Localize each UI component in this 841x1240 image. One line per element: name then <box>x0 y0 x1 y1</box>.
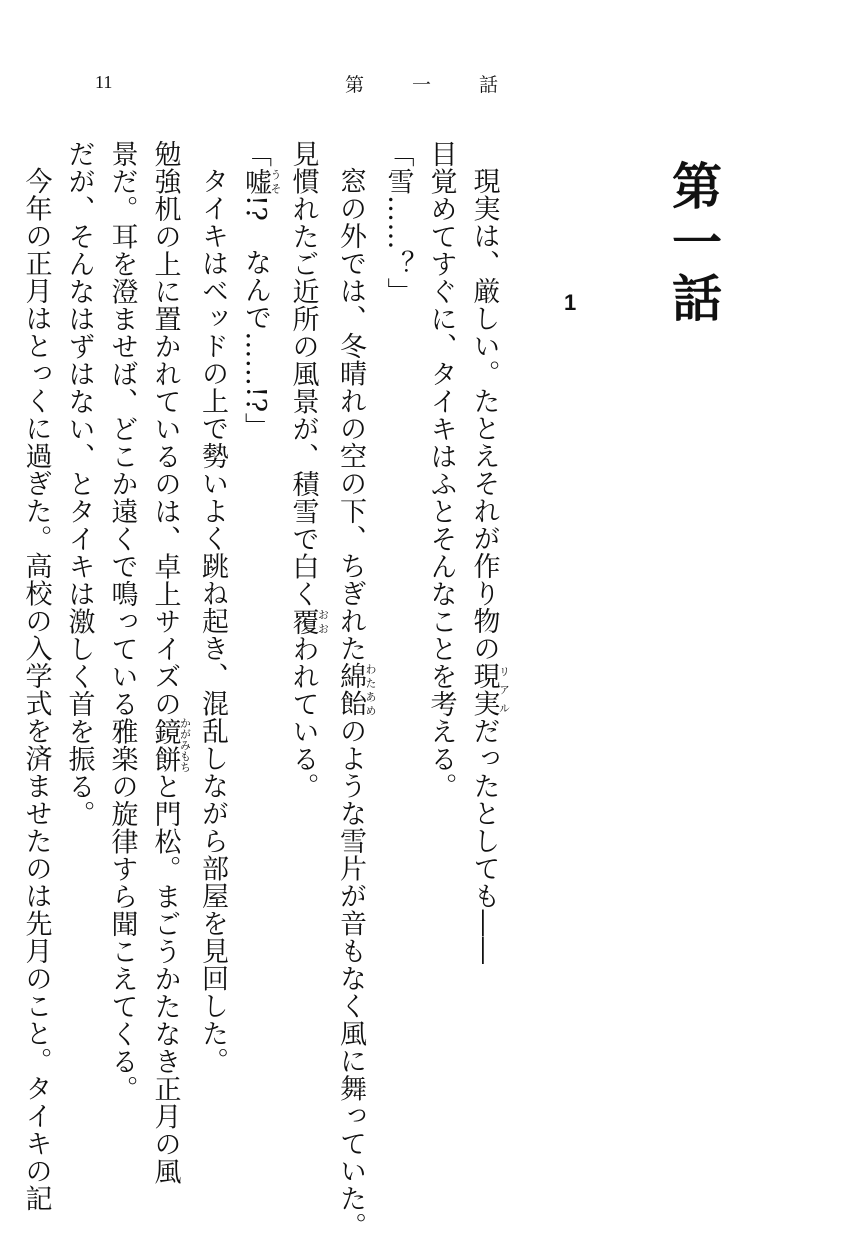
ruby-base: 現実 <box>468 662 500 717</box>
body-text <box>15 140 511 1240</box>
text-segment: 景だ。耳を澄ませば、どこか遠くで鳴っている雅楽の旋律すら聞こえてくる。 <box>106 140 138 1103</box>
ruby-base: 綿飴 <box>335 662 366 717</box>
ruby-reading: リアル <box>497 662 511 717</box>
ruby-reading: かがみもち <box>178 717 192 773</box>
ruby-word <box>149 717 192 773</box>
ruby-word <box>468 662 511 717</box>
text-segment: のような雪片が音もなく風に舞っていた。 <box>335 717 366 1240</box>
text-line <box>191 140 234 1120</box>
text-line <box>144 140 192 1185</box>
text-segment: 「 <box>240 140 271 168</box>
running-header: 第一話 <box>345 74 547 96</box>
text-segment: タイキはベッドの上で勢いよく跳ね起き、混乱しながら部屋を見回した。 <box>197 167 228 1075</box>
ruby-reading: わたあめ <box>364 662 377 717</box>
text-line <box>58 140 101 1120</box>
text-segment: 勉強机の上に置かれているのは、卓上サイズの <box>149 140 181 718</box>
text-segment: と門松。まごうかたなき正月の風 <box>149 772 181 1185</box>
text-line <box>377 140 420 1120</box>
ruby-base: 鏡餅 <box>149 717 181 773</box>
text-line <box>329 140 377 1240</box>
text-segment: 目覚めてすぐに、タイキはふとそんなことを考える。 <box>425 140 457 800</box>
text-line <box>463 140 511 1120</box>
ruby-word <box>240 167 282 196</box>
text-segment: 今年の正月はとっくに過ぎた。高校の入学式を済ませたのは先月のこと。タイキの記 <box>20 167 52 1212</box>
text-line <box>15 140 58 1212</box>
text-segment: 「雪……？」 <box>382 140 414 305</box>
text-line <box>101 140 144 1120</box>
ruby-word <box>287 607 330 636</box>
text-line <box>234 140 282 1120</box>
text-segment: 現実は、厳しい。たとえそれが作り物の <box>468 167 500 662</box>
text-segment: 見慣れたご近所の風景が、積雪で白く <box>287 140 319 608</box>
text-line <box>420 140 463 1120</box>
section-number: 1 <box>564 290 577 315</box>
text-segment: だったとしても―― <box>468 717 500 965</box>
ruby-reading: うそ <box>269 167 282 195</box>
text-line <box>282 140 330 1120</box>
text-segment: 窓の外では、冬晴れの空の下、ちぎれた <box>335 167 366 662</box>
ruby-base: 覆 <box>287 607 319 635</box>
page-number: 11 <box>95 72 113 92</box>
ruby-base: 嘘 <box>240 167 271 195</box>
text-segment: だが、そんなはずはない、とタイキは激しく首を振る。 <box>63 140 95 828</box>
text-segment: われている。 <box>287 635 319 800</box>
ruby-reading: おお <box>316 607 330 635</box>
ruby-word <box>335 662 377 717</box>
text-segment: !? なんで……!?」 <box>240 195 271 441</box>
chapter-title: 第一話 <box>664 160 723 328</box>
